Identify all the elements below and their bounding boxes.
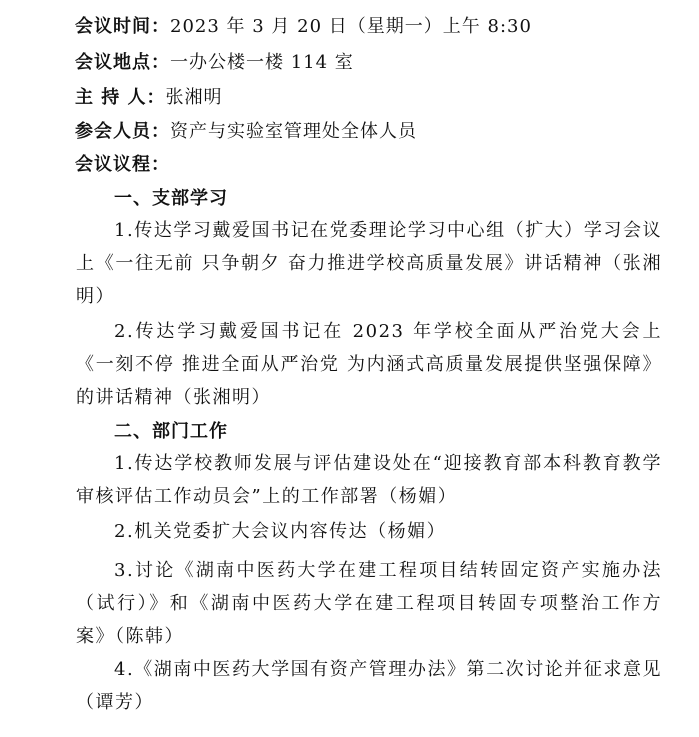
section-heading-department-work: 二、部门工作 [114, 421, 228, 442]
meeting-agenda-label: 会议议程： [75, 154, 170, 175]
meeting-attendees-label: 参会人员： [75, 121, 170, 142]
agenda-item: 2.机关党委扩大会议内容传达（杨媚） [114, 521, 447, 542]
meeting-host-value: 张湘明 [165, 87, 223, 108]
meeting-time-row [75, 15, 532, 39]
meeting-host-label: 主 持 人： [75, 87, 166, 108]
agenda-item: 3.讨论《湖南中医药大学在建工程项目结转固定资产实施办法（试行）》和《湖南中医药大学在建工程项目转固专项整治工作方案》（陈韩） [76, 560, 662, 647]
agenda-item: 1.传达学习戴爱国书记在党委理论学习中心组（扩大）学习会议上《一往无前 只争朝夕 奋力推进学校高质量发展》讲话精神（张湘明） [76, 220, 662, 307]
meeting-location-row [75, 51, 354, 75]
meeting-time-label: 会议时间： [75, 16, 170, 37]
meeting-time-value: 2023 年 3 月 20 日（星期一）上午 8:30 [170, 16, 532, 37]
meeting-agenda-row [75, 153, 170, 177]
meeting-attendees-value: 资产与实验室管理处全体人员 [170, 121, 417, 142]
agenda-item: 2.传达学习戴爱国书记在 2023 年学校全面从严治党大会上《一刻不停 推进全面从严治党 为内涵式高质量发展提供坚强保障》的讲话精神（张湘明） [76, 321, 662, 408]
agenda-item: 4.《湖南中医药大学国有资产管理办法》第二次讨论并征求意见（谭芳） [76, 659, 662, 713]
agenda-item: 1.传达学校教师发展与评估建设处在“迎接教育部本科教育教学审核评估工作动员会”上的工作部署（杨媚） [76, 453, 662, 507]
meeting-location-value: 一办公楼一楼 114 室 [170, 52, 354, 73]
meeting-location-label: 会议地点： [75, 52, 170, 73]
section-heading-party-study: 一、支部学习 [114, 188, 228, 209]
meeting-attendees-row [75, 120, 417, 144]
meeting-host-row [75, 86, 223, 110]
